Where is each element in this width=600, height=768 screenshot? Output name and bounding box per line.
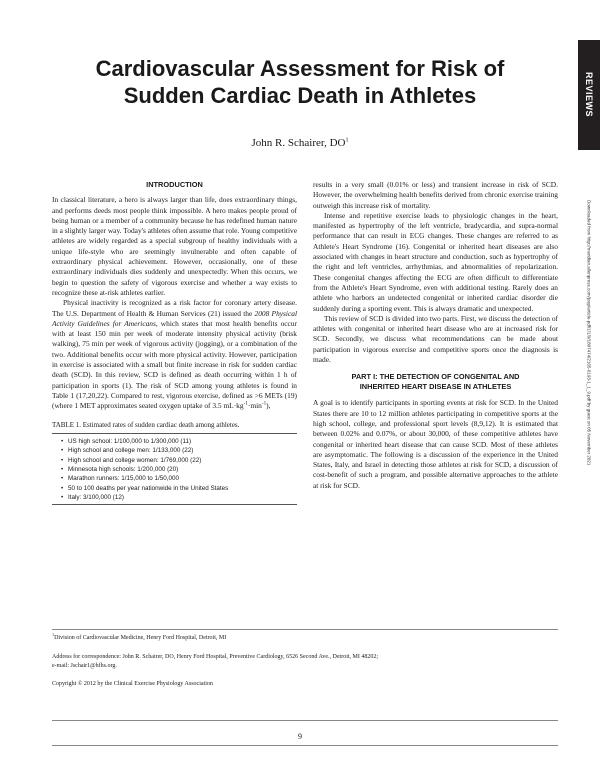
table-row: • 50 to 100 deaths per year nationwide in the United States xyxy=(68,484,297,493)
copyright-notice xyxy=(52,680,558,689)
unit-exponent-1: -1 xyxy=(243,400,248,407)
part-1-heading xyxy=(313,372,558,392)
download-note xyxy=(584,200,594,600)
right-paragraph-3: This review of SCD is divided into two parts. First, we discuss the detection of athletes with congenital or inherited heart disease who are at increased risk for SCD. Secondly, we discuss what recommendations can be made about participation in vigorous exercise and competitive sports once the diagnosis is made. xyxy=(313,313,558,365)
right-column xyxy=(313,180,558,491)
correspondence-footnote xyxy=(52,653,558,670)
table-1-list xyxy=(60,437,297,502)
download-note-text: Downloaded from http://meridian.allenpress.com/jcep/article-pdf/1/1/9/1807474/2165-6193-1_1_9.pdf by guest on 05 November 2021 xyxy=(586,200,592,466)
section-label-text: REVIEWS xyxy=(584,72,594,118)
table-1-caption: TABLE 1. Estimated rates of sudden cardiac death among athletes. xyxy=(52,420,240,429)
left-column xyxy=(52,180,297,505)
right-paragraph-2: Intense and repetitive exercise leads to physiologic changes in the heart, manifested as hypertrophy of the left ventricle, bradycardia, and supra-normal performance that can result in ECG changes. These changes are referred to as Athlete's Heart Syndrome (16). Congenital or inherited heart diseases are also associated with changes in heart structure and conduction, such as hypertrophy of the right and left ventricles, arrhythmias, and abnormalities of repolarization. These congenital changes affecting the ECG are often difficult to differentiate from the Athlete's Heart Syndrome, even with additional testing. Rarely does an athlete who harbors an undetected congenital or inherited cardiac disorder die suddenly during a sporting event. This is always dramatic and unexpected. xyxy=(313,210,558,313)
guidelines-title: 2008 Physical Activity Guidelines for Americans, xyxy=(52,308,297,328)
section-label xyxy=(578,40,600,150)
table-row: • High school and college women: 1/769,000 (22) xyxy=(68,456,297,465)
part-1-paragraph-1: A goal is to identify participants in sporting events at risk for SCD. In the United States there are 10 to 12 million athletes participating in competitive sports at the high school, college, and professional sport levels (8,9,12). It is estimated that between 0.02% and 0.07%, or about 30,000, of these competitive athletes have congenital or inherited heart disease that can cause SCD. Most of these athletes are asymptomatic. The following is a discussion of the experience in the United States, Italy, and Israel in detecting those athletes at risk for SCD, a discussion of cost-benefit of such a program, and possible alternative approaches to the athlete at risk for SCD. xyxy=(313,398,558,490)
intro-p2-text-b: which states that most health benefits occur with at least 150 min per week of moderate intensity physical activity (brisk walking), 75 min per week of vigorous activity (jogging), or a combination of the two. Additional benefits occur with more physical activity. However, participation in exercise is associated with a small but finite increase in risk for sudden cardiac death (SCD). In this review, SCD is defined as death occurring within 1 h of participation in sports (1). The risk of SCD among young athletes is found in Table 1 (17,20,22). Compared to rest, vigorous exercise, defined as >6 METs (19) (where 1 MET approximates seated oxygen uptake of 3.5 mL·kg xyxy=(52,318,297,411)
table-1 xyxy=(52,433,297,505)
author-name: John R. Schairer, DO xyxy=(251,137,346,149)
introduction-heading: INTRODUCTION xyxy=(146,180,203,189)
page-bottom-rule xyxy=(52,720,558,721)
title-line-2: Sudden Cardiac Death in Athletes xyxy=(123,83,477,108)
intro-p2-end: ), xyxy=(266,401,271,411)
unit-exponent-2: -1 xyxy=(261,400,267,407)
intro-paragraph-2 xyxy=(52,298,297,411)
copyright-text: Copyright © 2012 by the Clinical Exercise Physiology Association xyxy=(52,681,213,687)
part-1-heading-line-2: INHERITED HEART DISEASE IN ATHLETES xyxy=(359,382,512,392)
article-title xyxy=(40,55,560,109)
part-1-heading-line-1: PART I: THE DETECTION OF CONGENITAL AND xyxy=(351,372,520,382)
affiliation-marker: 1 xyxy=(52,632,55,637)
intro-p2-text-a: Physical inactivity is recognized as a risk factor for coronary artery disease. The U.S. Department of Health & Human Services (21) issued the xyxy=(52,298,297,318)
correspondence-line-2: e-mail: Jschair1@hfhs.org. xyxy=(52,662,117,669)
table-row: • Marathon runners: 1/15,000 to 1/50,000 xyxy=(68,474,297,483)
author-affiliation-marker: 1 xyxy=(345,137,349,144)
table-row: • US high school: 1/100,000 to 1/300,000 (11) xyxy=(68,437,297,446)
right-paragraph-1: results in a very small (0.01% or less) and transient increase in risk of SCD. However, the overwhelming health benefits derived from chronic exercise training outweigh this increase risk of mortality. xyxy=(313,180,558,210)
table-row: • Minnesota high schools: 1/200,000 (20) xyxy=(68,465,297,474)
correspondence-line-1: Address for correspondence: John R. Schairer, DO, Henry Ford Hospital, Preventive Cardiology, 6526 Second Ave., Detroit, MI 48202; xyxy=(52,654,379,660)
page-number: 9 xyxy=(298,732,302,741)
page-bottom-rule-2 xyxy=(52,745,558,746)
title-line-1: Cardiovascular Assessment for Risk of xyxy=(95,56,505,81)
affiliation-text: Division of Cardiovascular Medicine, Henry Ford Hospital, Detroit, MI xyxy=(54,635,227,641)
table-row: • Italy: 3/100,000 (12) xyxy=(68,493,297,502)
footnote-divider xyxy=(52,629,558,630)
table-row: • High school and college men: 1/133,000 (22) xyxy=(68,446,297,455)
intro-paragraph-1: In classical literature, a hero is always larger than life, does extraordinary things, and performs deeds most people think impossible. A hero makes people proud of being human or a member of a community because he has redefined human nature in a slightly larger way. Today's athletes often assume that role. Young competitive athletes are widely regarded as a special subgroup of healthy individuals with a unique life-style who are seemingly invulnerable and often capable of extraordinary physical achievement. However, occasionally, one of these extraordinary individuals dies suddenly and unexpectedly. When this occurs, we begin to question the safety of vigorous exercise and whether a way exists to recognize these at-risk athletes earlier. xyxy=(52,195,297,297)
unit-min: ·min xyxy=(247,401,262,411)
author-line xyxy=(40,137,560,149)
affiliation-footnote xyxy=(52,634,558,643)
